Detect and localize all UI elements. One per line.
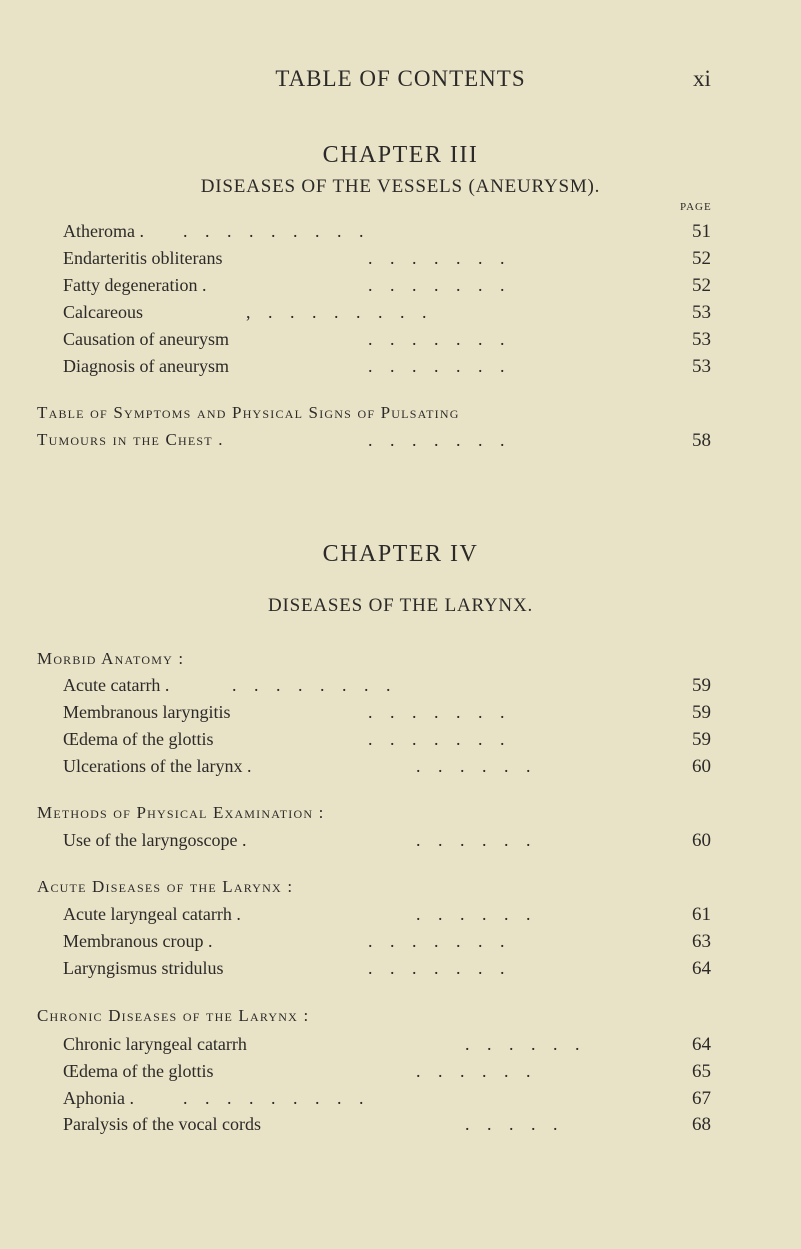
leader-dots: . . . . . . . . . xyxy=(183,221,364,241)
toc-entry xyxy=(0,675,801,701)
entry-page: 51 xyxy=(692,221,711,242)
entry-title: Membranous croup . xyxy=(63,931,213,951)
entry-title: Membranous laryngitis xyxy=(63,702,231,722)
page-folio: xi xyxy=(693,66,711,91)
entry-page: 53 xyxy=(692,356,711,377)
leader-dots: . . . . . . . xyxy=(368,931,505,951)
entry-title: Fatty degeneration . xyxy=(63,275,207,295)
entry-page: 53 xyxy=(692,302,711,323)
toc-entry xyxy=(0,729,801,755)
leader-dots: . . . . . . . xyxy=(368,248,505,268)
toc-entry xyxy=(0,356,801,382)
entry-title: Diagnosis of aneurysm xyxy=(63,356,229,376)
toc-entry xyxy=(0,221,801,247)
entry-page: 52 xyxy=(692,248,711,269)
leader-dots: . . . . . . xyxy=(416,904,531,924)
leader-dots: . . . . . xyxy=(465,1114,558,1134)
group-heading: Methods of Physical Examination : xyxy=(37,803,325,822)
group-heading: Chronic Diseases of the Larynx : xyxy=(37,1006,310,1025)
entry-page: 64 xyxy=(692,1034,711,1055)
entry-title: Acute catarrh . xyxy=(63,675,170,695)
entry-title: Œdema of the glottis xyxy=(63,729,214,749)
chapter-4-heading: CHAPTER IV xyxy=(322,541,479,567)
entry-title: Atheroma . xyxy=(63,221,144,241)
entry-title: Use of the laryngoscope . xyxy=(63,830,247,850)
entry-page: 60 xyxy=(692,756,711,777)
leader-dots: . . . . . . xyxy=(465,1034,580,1054)
leader-dots: , . . . . . . . . xyxy=(246,302,427,322)
toc-entry xyxy=(0,430,801,456)
entry-page: 60 xyxy=(692,830,711,851)
leader-dots: . . . . . . . xyxy=(368,958,505,978)
leader-dots: . . . . . . . . . xyxy=(183,1088,364,1108)
leader-dots: . . . . . . xyxy=(416,1061,531,1081)
leader-dots: . . . . . . . xyxy=(368,729,505,749)
entry-title: Chronic laryngeal catarrh xyxy=(63,1034,247,1054)
leader-dots: . . . . . . . . xyxy=(232,675,391,695)
toc-entry xyxy=(0,1061,801,1087)
running-head-title: TABLE OF CONTENTS xyxy=(275,66,526,91)
entry-page: 63 xyxy=(692,931,711,952)
entry-page: 53 xyxy=(692,329,711,350)
entry-title: Endarteritis obliterans xyxy=(63,248,223,268)
toc-entry xyxy=(0,830,801,856)
toc-entry xyxy=(0,958,801,984)
leader-dots: . . . . . . . xyxy=(368,329,505,349)
group-heading: Morbid Anatomy : xyxy=(37,649,185,668)
chapter-4-section-title: DISEASES OF THE LARYNX. xyxy=(267,595,534,616)
chapter-3-heading: CHAPTER III xyxy=(322,142,479,168)
entry-title: Aphonia . xyxy=(63,1088,134,1108)
toc-entry xyxy=(0,1088,801,1114)
entry-page: 65 xyxy=(692,1061,711,1082)
leader-dots: . . . . . . . xyxy=(368,356,505,376)
entry-title: Ulcerations of the larynx . xyxy=(63,756,252,776)
toc-entry xyxy=(0,702,801,728)
entry-title: Laryngismus stridulus xyxy=(63,958,224,978)
leader-dots: . . . . . . xyxy=(416,756,531,776)
leader-dots: . . . . . . . xyxy=(368,702,505,722)
leader-dots: . . . . . . . xyxy=(368,275,505,295)
entry-title: Paralysis of the vocal cords xyxy=(63,1114,261,1134)
page-column-label: PAGE xyxy=(680,201,712,213)
toc-entry xyxy=(0,248,801,274)
leader-dots: . . . . . . . xyxy=(368,430,505,450)
toc-entry xyxy=(0,931,801,957)
chapter-3-section-title: DISEASES OF THE VESSELS (ANEURYSM). xyxy=(200,176,601,197)
entry-page: 59 xyxy=(692,702,711,723)
entry-title: Tumours in the Chest . xyxy=(37,430,224,449)
entry-title: Causation of aneurysm xyxy=(63,329,229,349)
entry-title: Acute laryngeal catarrh . xyxy=(63,904,241,924)
toc-entry xyxy=(0,756,801,782)
entry-page: 61 xyxy=(692,904,711,925)
entry-page: 59 xyxy=(692,729,711,750)
group-heading: Acute Diseases of the Larynx : xyxy=(37,877,294,896)
toc-entry xyxy=(0,275,801,301)
toc-entry xyxy=(0,302,801,328)
toc-entry xyxy=(0,1114,801,1140)
toc-entry xyxy=(0,904,801,930)
toc-entry xyxy=(0,1034,801,1060)
entry-page: 52 xyxy=(692,275,711,296)
entry-page: 59 xyxy=(692,675,711,696)
leader-dots: . . . . . . xyxy=(416,830,531,850)
entry-title: Œdema of the glottis xyxy=(63,1061,214,1081)
entry-page: 68 xyxy=(692,1114,711,1135)
entry-page: 64 xyxy=(692,958,711,979)
entry-title: Calcareous xyxy=(63,302,143,322)
entry-page: 58 xyxy=(692,430,711,451)
entry-page: 67 xyxy=(692,1088,711,1109)
toc-entry xyxy=(0,329,801,355)
symptoms-table-heading: Table of Symptoms and Physical Signs of Pulsating xyxy=(37,403,460,422)
